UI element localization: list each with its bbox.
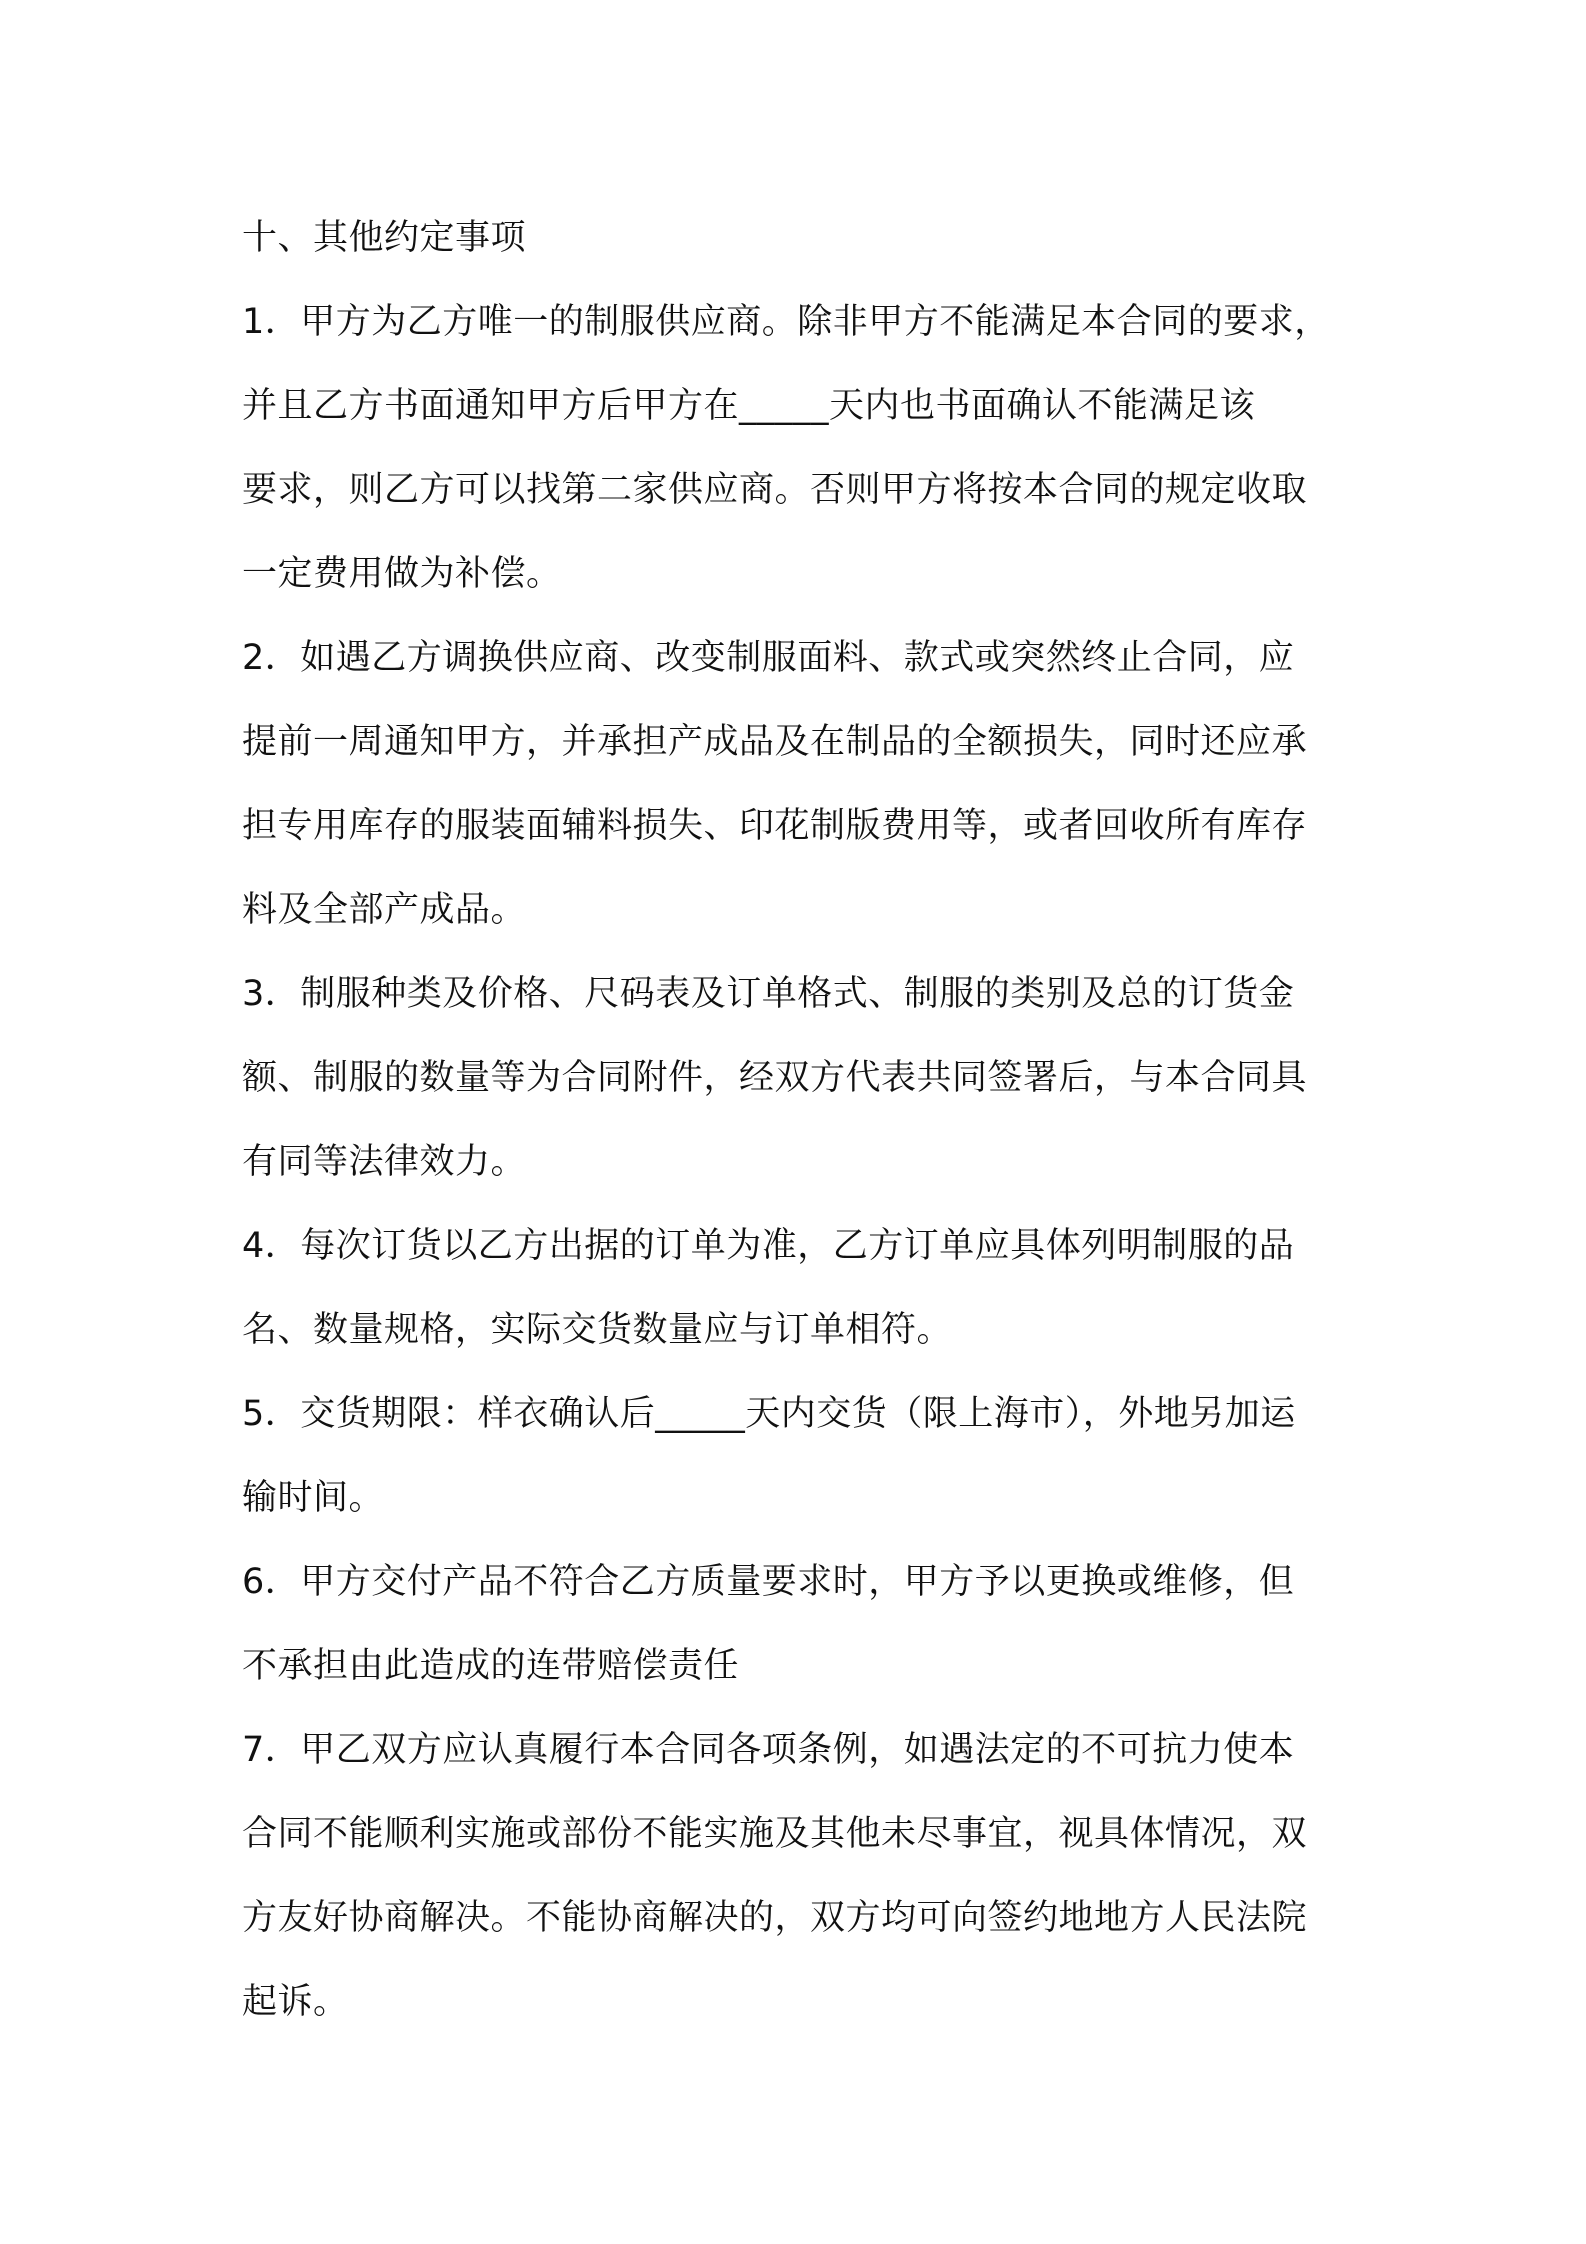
text-line: 要求，则乙方可以找第二家供应商。否则甲方将按本合同的规定收取 [242,470,1308,510]
text-line: 有同等法律效力。 [242,1142,527,1182]
text-line: 不承担由此造成的连带赔偿责任 [242,1646,740,1686]
text-line: 名、数量规格，实际交货数量应与订单相符。 [242,1310,953,1350]
text-line: 7．甲乙双方应认真履行本合同各项条例，如遇法定的不可抗力使本 [242,1730,1295,1770]
text-line: 4．每次订货以乙方出据的订单为准，乙方订单应具体列明制服的品 [242,1226,1295,1266]
text-line: 提前一周通知甲方，并承担产成品及在制品的全额损失，同时还应承 [242,722,1308,762]
text-line: 担专用库存的服装面辅料损失、印花制版费用等，或者回收所有库存 [242,806,1308,846]
text-line: 5．交货期限：样衣确认后_____天内交货（限上海市），外地另加运 [242,1394,1296,1434]
text-line: 起诉。 [242,1982,349,2022]
text-line: 额、制服的数量等为合同附件，经双方代表共同签署后，与本合同具 [242,1058,1308,1098]
text-line: 6．甲方交付产品不符合乙方质量要求时，甲方予以更换或维修，但 [242,1562,1295,1602]
section-heading: 十、其他约定事项 [242,218,527,258]
text-line: 方友好协商解决。不能协商解决的，双方均可向签约地地方人民法院 [242,1898,1308,1938]
text-line: 一定费用做为补偿。 [242,554,562,594]
document-body [242,196,1392,2044]
text-line: 料及全部产成品。 [242,890,527,930]
text-line: 3．制服种类及价格、尺码表及订单格式、制服的类别及总的订货金 [242,974,1295,1014]
text-line: 合同不能顺利实施或部份不能实施及其他未尽事宜，视具体情况，双 [242,1814,1308,1854]
text-line: 并且乙方书面通知甲方后甲方在_____天内也书面确认不能满足该 [242,386,1256,426]
text-line: 1．甲方为乙方唯一的制服供应商。除非甲方不能满足本合同的要求， [242,302,1330,342]
text-line: 2．如遇乙方调换供应商、改变制服面料、款式或突然终止合同，应 [242,638,1295,678]
text-line: 输时间。 [242,1478,385,1518]
